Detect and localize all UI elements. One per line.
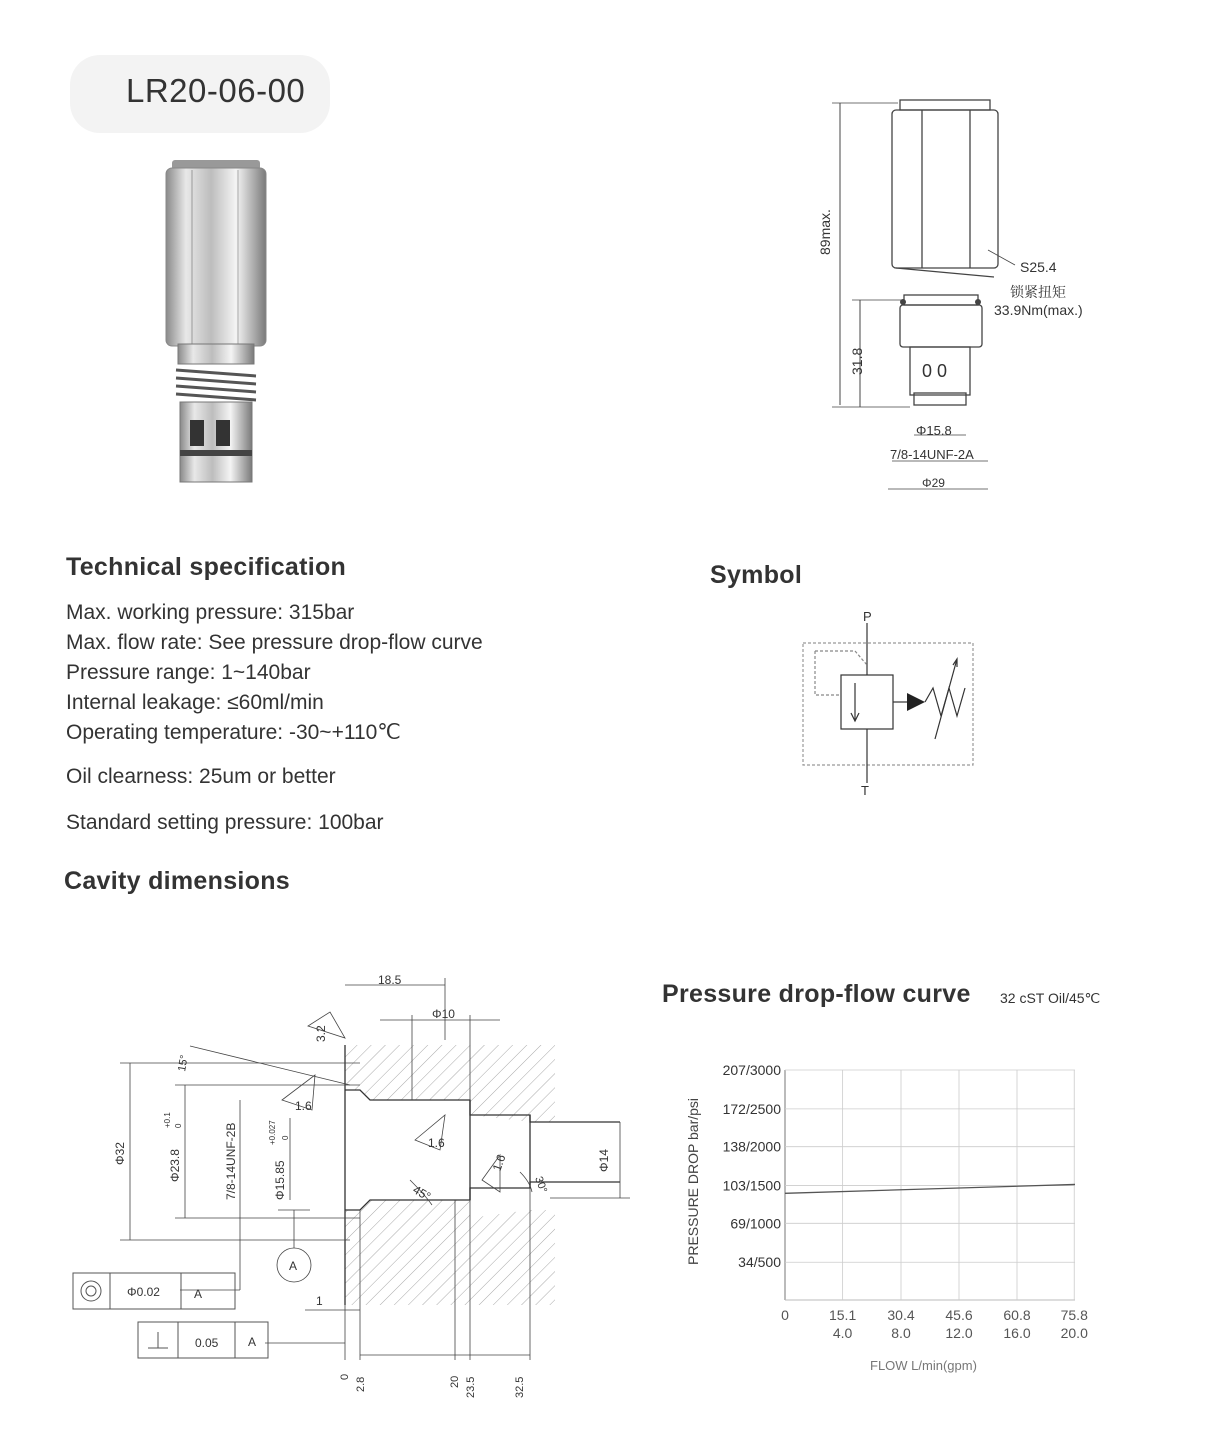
dim-15deg: 15° xyxy=(176,1054,191,1073)
dim-thread: 7/8-14UNF-2A xyxy=(890,447,974,462)
cavity-heading: Cavity dimensions xyxy=(64,867,290,895)
datum-a: A xyxy=(289,1259,298,1273)
x-tick-label: 45.6 xyxy=(945,1307,973,1323)
dim-3-2: 3.2 xyxy=(314,1025,328,1042)
dim-phi23-8: Φ23.8 xyxy=(168,1149,182,1182)
dim-phi15-85: Φ15.85 xyxy=(273,1160,287,1200)
hydraulic-symbol xyxy=(795,605,985,800)
spec-line: Pressure range: 1~140bar xyxy=(66,661,311,684)
dim-thread-2b: 7/8-14UNF-2B xyxy=(224,1122,238,1200)
product-photo xyxy=(150,150,280,490)
y-tick-label: 172/2500 xyxy=(722,1100,781,1117)
dim-hex: S25.4 xyxy=(1020,259,1057,275)
x-tick-label: 75.8 xyxy=(1060,1307,1088,1323)
y-tick-label: 69/1000 xyxy=(730,1215,781,1232)
x-tick-sublabel: 16.0 xyxy=(1003,1325,1031,1341)
y-tick-label: 103/1500 xyxy=(722,1177,781,1194)
curve-heading: Pressure drop-flow curve xyxy=(662,980,971,1008)
dim-x23-5: 23.5 xyxy=(465,1376,477,1398)
y-tick-label: 207/3000 xyxy=(722,1062,781,1078)
x-tick-sublabel: 20.0 xyxy=(1060,1325,1088,1341)
x-tick-labels xyxy=(781,1307,1088,1341)
dim-18-5: 18.5 xyxy=(378,973,402,987)
perpendicularity-tol: 0.05 xyxy=(195,1336,219,1350)
dim-length: 31.8 xyxy=(849,347,865,375)
dim-45deg: 45° xyxy=(410,1182,434,1204)
chart-grid xyxy=(785,1070,1075,1300)
cavity-drawing xyxy=(60,960,640,1410)
tol-23-8-upper: +0.1 xyxy=(163,1112,172,1128)
x-tick-label: 0 xyxy=(781,1307,789,1323)
concentricity-ref: A xyxy=(194,1287,203,1301)
page-title: LR20-06-00 xyxy=(126,72,306,109)
spec-list xyxy=(66,598,483,838)
valve-outline-drawing xyxy=(810,95,1120,500)
roughness-1: 1.6 xyxy=(295,1099,312,1113)
spec-line: Oil clearness: 25um or better xyxy=(66,765,336,788)
dim-height: 89max. xyxy=(817,209,833,255)
y-tick-labels xyxy=(723,1062,782,1270)
dim-torque: 33.9Nm(max.) xyxy=(994,302,1083,318)
port-t-label: T xyxy=(861,783,869,798)
spec-line: Max. working pressure: 315bar xyxy=(66,601,355,624)
dim-torque-cn: 锁紧扭矩 xyxy=(1010,284,1066,300)
concentricity-tol: Φ0.02 xyxy=(127,1285,160,1299)
x-axis-label: FLOW L/min(gpm) xyxy=(870,1358,977,1373)
curve-subheading: 32 cST Oil/45℃ xyxy=(1000,990,1101,1006)
dim-30deg: 30° xyxy=(532,1174,550,1195)
y-tick-label: 138/2000 xyxy=(722,1138,781,1155)
x-tick-sublabel: 4.0 xyxy=(832,1325,853,1341)
symbol-heading: Symbol xyxy=(710,561,803,589)
roughness-3: 1.6 xyxy=(489,1152,509,1174)
y-tick-label: 34/500 xyxy=(738,1254,781,1271)
tol-15-85-lower: 0 xyxy=(281,1135,290,1140)
dim-phi32: Φ32 xyxy=(113,1142,127,1165)
spec-line: Standard setting pressure: 100bar xyxy=(66,811,384,834)
roughness-2: 1.6 xyxy=(428,1136,445,1150)
x-tick-label: 15.1 xyxy=(828,1307,857,1323)
tol-23-8-lower: 0 xyxy=(174,1123,183,1128)
dim-x32-5: 32.5 xyxy=(514,1376,526,1398)
dim-inner-dia: Φ15.8 xyxy=(916,423,952,438)
port-p-label: P xyxy=(863,609,872,624)
dim-phi10: Φ10 xyxy=(432,1007,455,1021)
y-axis-label: PRESSURE DROP bar/psi xyxy=(685,1097,701,1265)
dim-x2-8: 2.8 xyxy=(355,1376,367,1392)
x-tick-sublabel: 8.0 xyxy=(891,1325,911,1341)
x-tick-label: 60.8 xyxy=(1003,1307,1031,1323)
dim-1: 1 xyxy=(316,1294,323,1308)
dim-x0: 0 xyxy=(339,1373,351,1380)
x-tick-sublabel: 12.0 xyxy=(945,1325,973,1341)
perpendicularity-ref: A xyxy=(248,1335,257,1349)
spec-line: Internal leakage: ≤60ml/min xyxy=(66,691,324,714)
tol-15-85-upper: +0.027 xyxy=(268,1120,277,1145)
spec-line: Max. flow rate: See pressure drop-flow curve xyxy=(66,631,483,654)
dim-x20: 20 xyxy=(449,1375,461,1388)
spec-line: Operating temperature: -30~+110℃ xyxy=(66,721,401,744)
pressure-flow-chart xyxy=(680,1050,1100,1390)
dim-outer-dia: Φ29 xyxy=(922,476,945,490)
port-marks: 0 0 xyxy=(922,361,948,381)
x-tick-label: 30.4 xyxy=(887,1307,915,1323)
spec-heading: Technical specification xyxy=(66,553,347,581)
dim-phi14: Φ14 xyxy=(597,1149,611,1172)
